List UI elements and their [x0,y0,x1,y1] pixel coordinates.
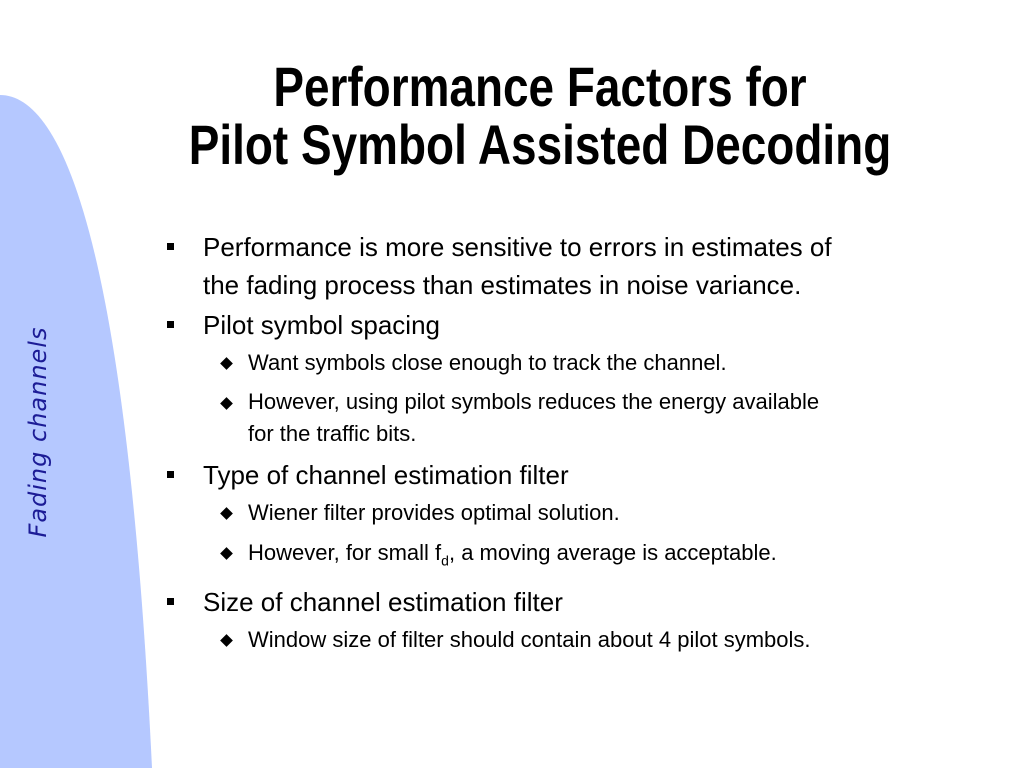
bullet-text: Performance is more sensitive to errors in estimates of [203,232,832,262]
bullet-item [160,583,1000,621]
diamond-bullet-icon [220,635,233,648]
bullet-text: Size of channel estimation filter [203,587,563,618]
diamond-bullet-icon [220,397,233,410]
title-line-1: Performance Factors for [273,55,807,118]
bullet-text: Pilot symbol spacing [203,310,440,340]
diamond-bullet-icon [220,507,233,520]
bullet-list [160,228,1000,663]
subscript-d: d [441,552,449,569]
sub-bullet-item [160,623,1000,657]
sub-bullet-item [160,496,1000,530]
sub-bullet-text: Want symbols close enough to track the channel. [248,350,727,375]
sub-bullet-text: Wiener filter provides optimal solution. [248,500,620,525]
square-bullet-icon [167,598,174,605]
sub-bullet-item [160,386,1000,450]
side-label: Fading channels [24,326,52,538]
sub-bullet-item [160,536,1000,577]
sub-bullet-item [160,346,1000,380]
diamond-bullet-icon [220,357,233,370]
square-bullet-icon [167,243,174,250]
sub-bullet-text-after: , a moving average is acceptable. [448,540,777,565]
square-bullet-icon [167,471,174,478]
sub-bullet-text-before: However, for small f [248,540,442,565]
bullet-item [160,306,1000,344]
square-bullet-icon [167,321,174,328]
title-line-2: Pilot Symbol Assisted Decoding [188,113,892,176]
sub-bullet-text: Window size of filter should contain about 4 pilot symbols. [248,627,811,653]
diamond-bullet-icon [220,547,233,560]
bullet-item [160,228,1000,304]
sub-bullet-text: for the traffic bits. [248,421,417,446]
slide-title [171,55,909,176]
bullet-item [160,456,1000,494]
sub-bullet-text: However, using pilot symbols reduces the energy available [248,389,820,414]
bullet-text: Type of channel estimation filter [203,460,569,490]
bullet-text: the fading process than estimates in noise variance. [203,270,802,300]
